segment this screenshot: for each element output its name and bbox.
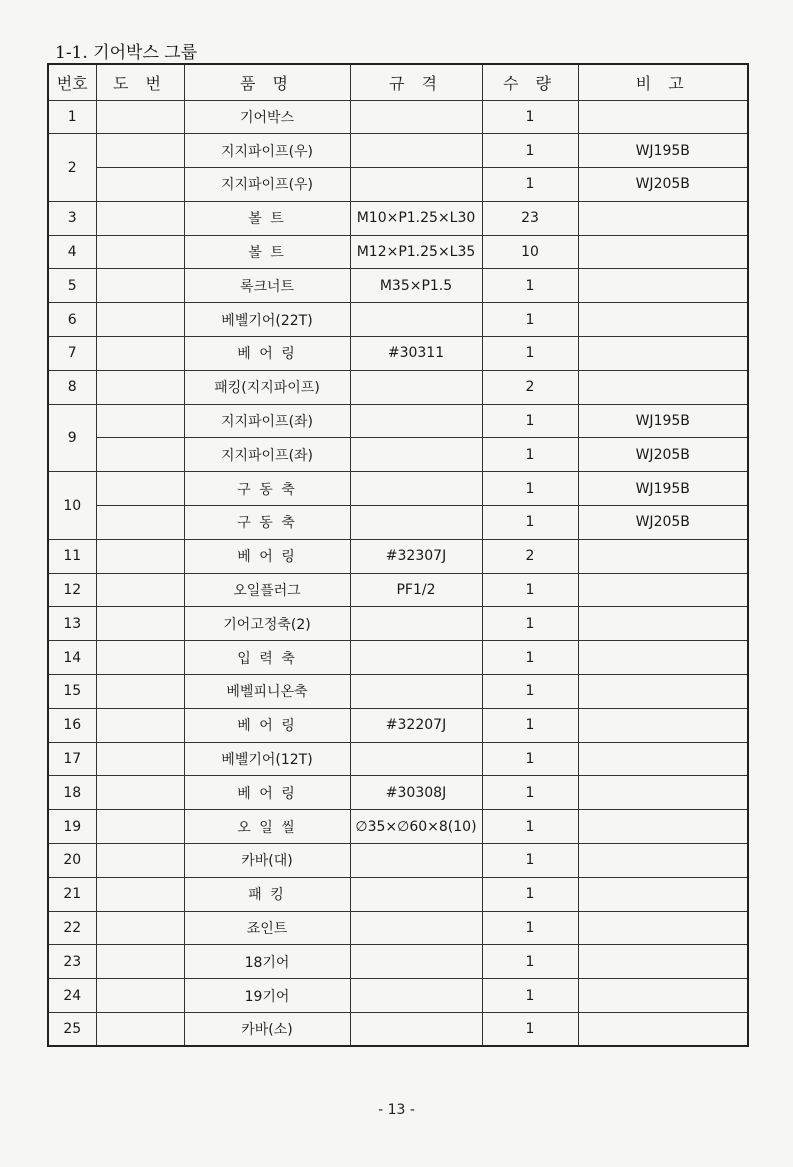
table-row xyxy=(48,573,748,607)
header-qty: 수 량 xyxy=(482,64,578,100)
part-remark xyxy=(578,641,748,675)
part-name: 볼 트 xyxy=(184,235,350,269)
part-qty: 1 xyxy=(482,337,578,371)
part-number: 4 xyxy=(48,235,96,269)
table-row xyxy=(48,100,748,134)
drawing-number xyxy=(96,675,184,709)
part-qty: 1 xyxy=(482,134,578,168)
part-spec xyxy=(350,506,482,540)
table-row xyxy=(48,1013,748,1047)
drawing-number xyxy=(96,506,184,540)
part-number: 12 xyxy=(48,573,96,607)
header-row xyxy=(48,64,748,100)
part-qty: 1 xyxy=(482,168,578,202)
part-name: 볼 트 xyxy=(184,201,350,235)
part-number: 20 xyxy=(48,844,96,878)
part-qty: 1 xyxy=(482,844,578,878)
part-name: 베 어 링 xyxy=(184,776,350,810)
table-row xyxy=(48,134,748,168)
part-qty: 1 xyxy=(482,607,578,641)
part-number: 3 xyxy=(48,201,96,235)
section-title: 1-1. 기어박스 그룹 xyxy=(55,43,198,63)
part-qty: 1 xyxy=(482,404,578,438)
part-qty: 1 xyxy=(482,573,578,607)
part-number: 25 xyxy=(48,1013,96,1047)
part-spec xyxy=(350,370,482,404)
table-row xyxy=(48,235,748,269)
part-qty: 1 xyxy=(482,303,578,337)
table-row xyxy=(48,945,748,979)
table-row xyxy=(48,303,748,337)
header-number: 번호 xyxy=(48,64,96,100)
drawing-number xyxy=(96,877,184,911)
part-qty: 1 xyxy=(482,776,578,810)
header-name: 품 명 xyxy=(184,64,350,100)
table-row xyxy=(48,607,748,641)
part-number: 24 xyxy=(48,979,96,1013)
part-name: 지지파이프(좌) xyxy=(184,438,350,472)
drawing-number xyxy=(96,303,184,337)
part-spec: PF1/2 xyxy=(350,573,482,607)
part-spec xyxy=(350,134,482,168)
table-row xyxy=(48,438,748,472)
part-remark xyxy=(578,979,748,1013)
part-spec: #30308J xyxy=(350,776,482,810)
part-name: 베벨기어(22T) xyxy=(184,303,350,337)
part-number: 13 xyxy=(48,607,96,641)
part-remark xyxy=(578,370,748,404)
part-remark xyxy=(578,742,748,776)
part-spec: #32207J xyxy=(350,708,482,742)
part-number: 23 xyxy=(48,945,96,979)
part-remark: WJ205B xyxy=(578,506,748,540)
part-remark xyxy=(578,269,748,303)
drawing-number xyxy=(96,168,184,202)
part-remark: WJ195B xyxy=(578,134,748,168)
drawing-number xyxy=(96,844,184,878)
part-qty: 1 xyxy=(482,810,578,844)
drawing-number xyxy=(96,776,184,810)
part-qty: 1 xyxy=(482,472,578,506)
part-spec: #32307J xyxy=(350,539,482,573)
part-remark xyxy=(578,607,748,641)
table-row xyxy=(48,810,748,844)
part-name: 19기어 xyxy=(184,979,350,1013)
part-name: 기어고정축(2) xyxy=(184,607,350,641)
table-row xyxy=(48,370,748,404)
drawing-number xyxy=(96,269,184,303)
part-number: 11 xyxy=(48,539,96,573)
part-remark: WJ195B xyxy=(578,472,748,506)
part-name: 오일플러그 xyxy=(184,573,350,607)
part-name: 베 어 링 xyxy=(184,337,350,371)
part-qty: 1 xyxy=(482,675,578,709)
part-spec xyxy=(350,911,482,945)
drawing-number xyxy=(96,404,184,438)
part-remark xyxy=(578,810,748,844)
drawing-number xyxy=(96,337,184,371)
drawing-number xyxy=(96,945,184,979)
part-name: 지지파이프(좌) xyxy=(184,404,350,438)
drawing-number xyxy=(96,742,184,776)
drawing-number xyxy=(96,472,184,506)
drawing-number xyxy=(96,911,184,945)
drawing-number xyxy=(96,539,184,573)
table-row xyxy=(48,337,748,371)
table-row xyxy=(48,201,748,235)
part-qty: 1 xyxy=(482,1013,578,1047)
part-name: 지지파이프(우) xyxy=(184,134,350,168)
drawing-number xyxy=(96,810,184,844)
part-spec xyxy=(350,877,482,911)
part-name: 입 력 축 xyxy=(184,641,350,675)
part-qty: 2 xyxy=(482,370,578,404)
part-name: 베벨피니온축 xyxy=(184,675,350,709)
part-number: 1 xyxy=(48,100,96,134)
drawing-number xyxy=(96,235,184,269)
part-spec xyxy=(350,945,482,979)
part-remark xyxy=(578,201,748,235)
table-row xyxy=(48,675,748,709)
page-number: - 13 - xyxy=(378,1102,415,1118)
table-row xyxy=(48,979,748,1013)
part-qty: 1 xyxy=(482,100,578,134)
table-row xyxy=(48,539,748,573)
drawing-number xyxy=(96,100,184,134)
part-remark xyxy=(578,100,748,134)
part-number: 5 xyxy=(48,269,96,303)
part-name: 패킹(지지파이프) xyxy=(184,370,350,404)
part-qty: 1 xyxy=(482,269,578,303)
part-remark xyxy=(578,945,748,979)
part-remark xyxy=(578,1013,748,1047)
drawing-number xyxy=(96,438,184,472)
part-name: 기어박스 xyxy=(184,100,350,134)
table-row xyxy=(48,506,748,540)
part-number: 19 xyxy=(48,810,96,844)
table-row xyxy=(48,404,748,438)
part-name: 구 동 축 xyxy=(184,472,350,506)
part-qty: 1 xyxy=(482,742,578,776)
part-remark xyxy=(578,539,748,573)
part-number: 9 xyxy=(48,404,96,472)
part-name: 록크너트 xyxy=(184,269,350,303)
part-name: 베 어 링 xyxy=(184,708,350,742)
drawing-number xyxy=(96,708,184,742)
part-spec xyxy=(350,303,482,337)
part-spec xyxy=(350,100,482,134)
part-qty: 1 xyxy=(482,641,578,675)
part-qty: 1 xyxy=(482,506,578,540)
drawing-number xyxy=(96,979,184,1013)
part-name: 패 킹 xyxy=(184,877,350,911)
table-row xyxy=(48,168,748,202)
part-number: 6 xyxy=(48,303,96,337)
part-qty: 1 xyxy=(482,979,578,1013)
part-remark: WJ205B xyxy=(578,438,748,472)
part-qty: 23 xyxy=(482,201,578,235)
part-name: 구 동 축 xyxy=(184,506,350,540)
part-spec xyxy=(350,168,482,202)
header-spec: 규 격 xyxy=(350,64,482,100)
part-number: 15 xyxy=(48,675,96,709)
parts-table xyxy=(47,63,749,1047)
table-row xyxy=(48,877,748,911)
part-name: 오 일 씰 xyxy=(184,810,350,844)
table-row xyxy=(48,742,748,776)
part-spec: M10×P1.25×L30 xyxy=(350,201,482,235)
part-number: 21 xyxy=(48,877,96,911)
part-spec xyxy=(350,472,482,506)
drawing-number xyxy=(96,641,184,675)
part-number: 2 xyxy=(48,134,96,202)
part-remark xyxy=(578,573,748,607)
part-spec xyxy=(350,675,482,709)
drawing-number xyxy=(96,201,184,235)
part-spec: M35×P1.5 xyxy=(350,269,482,303)
part-number: 22 xyxy=(48,911,96,945)
part-number: 14 xyxy=(48,641,96,675)
part-spec xyxy=(350,742,482,776)
part-qty: 1 xyxy=(482,945,578,979)
part-spec xyxy=(350,404,482,438)
part-name: 베벨기어(12T) xyxy=(184,742,350,776)
header-remark: 비 고 xyxy=(578,64,748,100)
part-remark: WJ205B xyxy=(578,168,748,202)
part-remark xyxy=(578,708,748,742)
part-name: 죠인트 xyxy=(184,911,350,945)
part-spec: M12×P1.25×L35 xyxy=(350,235,482,269)
part-name: 지지파이프(우) xyxy=(184,168,350,202)
part-number: 7 xyxy=(48,337,96,371)
part-spec: ∅35×∅60×8(10) xyxy=(350,810,482,844)
table-row xyxy=(48,776,748,810)
part-spec xyxy=(350,607,482,641)
part-number: 10 xyxy=(48,472,96,540)
part-remark xyxy=(578,303,748,337)
drawing-number xyxy=(96,573,184,607)
part-qty: 10 xyxy=(482,235,578,269)
part-spec xyxy=(350,844,482,878)
part-qty: 1 xyxy=(482,911,578,945)
part-qty: 1 xyxy=(482,877,578,911)
part-spec xyxy=(350,641,482,675)
table-row xyxy=(48,269,748,303)
drawing-number xyxy=(96,370,184,404)
part-remark xyxy=(578,675,748,709)
drawing-number xyxy=(96,607,184,641)
table-row xyxy=(48,641,748,675)
part-qty: 1 xyxy=(482,438,578,472)
table-row xyxy=(48,472,748,506)
part-spec xyxy=(350,438,482,472)
part-spec xyxy=(350,1013,482,1047)
part-remark xyxy=(578,844,748,878)
part-name: 베 어 링 xyxy=(184,539,350,573)
part-remark xyxy=(578,337,748,371)
part-name: 카바(대) xyxy=(184,844,350,878)
part-number: 8 xyxy=(48,370,96,404)
drawing-number xyxy=(96,1013,184,1047)
part-number: 16 xyxy=(48,708,96,742)
part-remark xyxy=(578,235,748,269)
table-row xyxy=(48,708,748,742)
part-spec xyxy=(350,979,482,1013)
drawing-number xyxy=(96,134,184,168)
part-remark xyxy=(578,877,748,911)
part-name: 18기어 xyxy=(184,945,350,979)
part-number: 17 xyxy=(48,742,96,776)
part-name: 카바(소) xyxy=(184,1013,350,1047)
part-remark xyxy=(578,776,748,810)
part-number: 18 xyxy=(48,776,96,810)
part-remark: WJ195B xyxy=(578,404,748,438)
part-qty: 2 xyxy=(482,539,578,573)
part-spec: #30311 xyxy=(350,337,482,371)
header-drawing: 도 번 xyxy=(96,64,184,100)
part-qty: 1 xyxy=(482,708,578,742)
part-remark xyxy=(578,911,748,945)
table-row xyxy=(48,844,748,878)
table-row xyxy=(48,911,748,945)
parts-table-body xyxy=(48,100,748,1046)
